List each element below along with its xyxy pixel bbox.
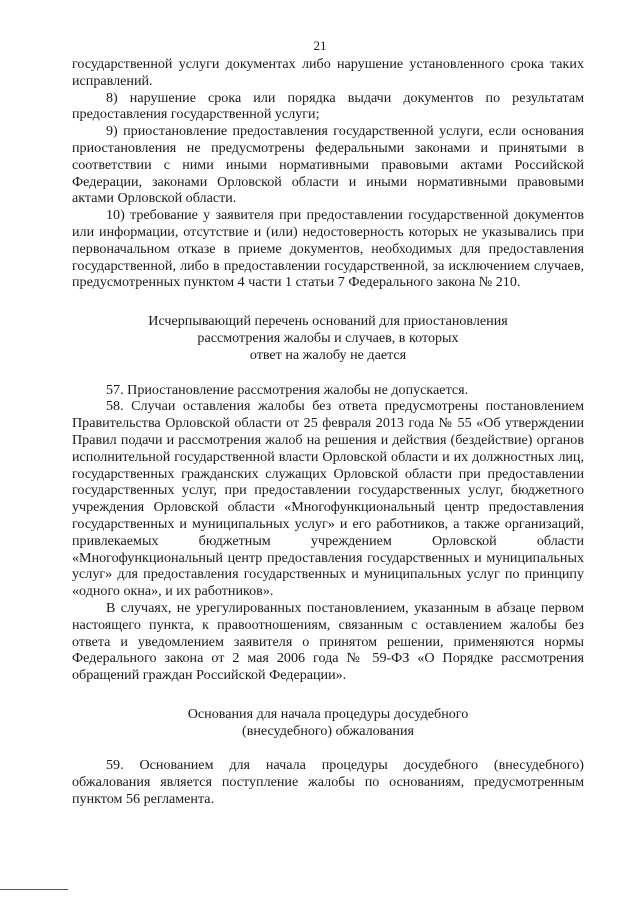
footnote-rule	[0, 889, 68, 890]
paragraph-58: 58. Случаи оставления жалобы без ответа предусмотрены постановлением Правительства Орловской области от 25 февраля 2013 года № 55 «Об утверждении Правил подачи и рассмотрения жалоб на решения и действия (бездействие) органов исполнительной государственной власти Орловской области и их должностных лиц, государственных гражданских служащих Орловской области при предоставлении государственных услуг, при предоставлении государственных услуг, бюджетного учреждения Орловской области «Многофункциональный центр предоставления государственных и муниципальных услуг» и его работников, а также организаций, привлекаемых бюджетным учреждением Орловской области «Многофункциональный центр предоставления государственных и муниципальных услуг» для предоставления государственных и муниципальных услуг по принципу «одного окна», и их работников».	[72, 398, 584, 600]
document-body	[72, 56, 584, 808]
heading-line: ответ на жалобу не дается	[249, 346, 407, 363]
page-number: 21	[313, 38, 327, 53]
paragraph-continuation: государственной услуги документах либо нарушение установленного срока таких исправлений.	[72, 56, 584, 89]
section-heading-suspension	[72, 313, 584, 363]
heading-line: рассмотрения жалобы и случаев, в которых	[197, 329, 459, 346]
heading-line: Исчерпывающий перечень оснований для приостановления	[148, 313, 508, 330]
section-heading-pretrial-appeal	[72, 706, 584, 740]
heading-line: Основания для начала процедуры досудебного	[187, 705, 469, 722]
heading-line: (внесудебного) обжалования	[242, 722, 414, 739]
paragraph-58-second: В случаях, не урегулированных постановлением, указанным в абзаце первом настоящего пункта, к правоотношениям, связанным с оставлением жалобы без ответа и уведомлением заявителя о принятом решении, применяются нормы Федерального закона от 2 мая 2006 года № 59-ФЗ «О Порядке рассмотрения обращений граждан Российской Федерации».	[72, 599, 584, 684]
paragraph-59: 59. Основанием для начала процедуры досудебного (внесудебного) обжалования является поступление жалобы по основаниям, предусмотренным пунктом 56 регламента.	[72, 757, 584, 808]
paragraph-item-8: 8) нарушение срока или порядка выдачи документов по результатам предоставления государственной услуги;	[72, 89, 584, 123]
paragraph-57: 57. Приостановление рассмотрения жалобы не допускается.	[106, 381, 469, 398]
paragraph-item-10: 10) требование у заявителя при предоставлении государственной документов или информации, отсутствие и (или) недостоверность которых не указывались при первоначальном отказе в приеме документов, необходимых для предоставления государственной, либо в предоставлении государственной, за исключением случаев, предусмотренных пунктом 4 части 1 статьи 7 Федерального закона № 210.	[72, 207, 584, 291]
paragraph-item-9: 9) приостановление предоставления государственной услуги, если основания приостановления не предусмотрены федеральными законами и принятыми в соответствии с ними иными нормативными правовыми актами Российской Федерации, законами Орловской области и иными нормативными правовыми актами Орловской области.	[72, 123, 584, 207]
